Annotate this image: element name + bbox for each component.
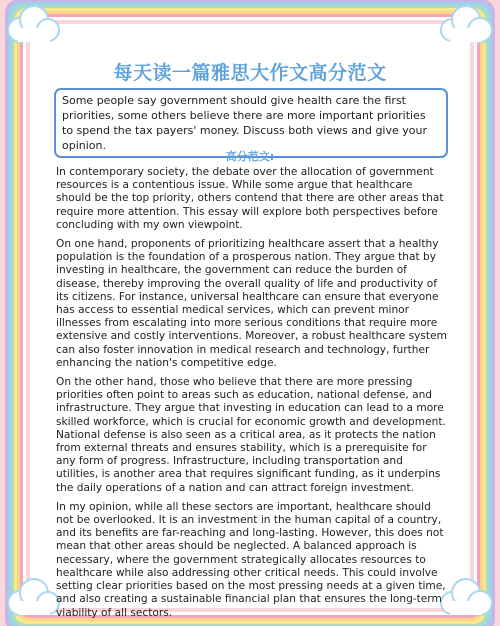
essay-paragraph: On one hand, proponents of prioritizing healthcare assert that a healthy population is the foundation of a prosperous nation. They argue that by investing in healthcare, the government can reduce the burden of disease, thereby improving the overall quality of life and productivity of its citizens. For instance, universal healthcare can ensure that everyone has access to essential medical services, which can prevent minor illnesses from escalating into more serious conditions that require more extensive and costly interventions. Moreover, a robust healthcare system can also foster innovation in medical research and technology, further enhancing the nation's competitive edge. bbox=[56, 238, 447, 369]
essay-body bbox=[56, 166, 448, 626]
essay-paragraph: In my opinion, while all these sectors are important, healthcare should not be overlooked. It is an investment in the human capital of a country, and its benefits are far-reaching and long-lasting. However, this does not mean that other areas should be neglected. A balanced approach is necessary, where the government strategically allocates resources to healthcare while also addressing other critical needs. This could involve setting clear priorities based on the most pressing needs at a given time, and also creating a sustainable financial plan that ensures the long-term viability of all sectors. bbox=[56, 500, 446, 619]
sample-essay-heading: 高分范文: bbox=[225, 150, 275, 163]
essay-paragraph: On the other hand, those who believe that there are more pressing priorities often point to areas such as education, national defense, and infrastructure. They argue that investing in education can lead to a more skilled workforce, which is crucial for economic growth and development. National defense is also seen as a critical area, as it protects the nation from external threats and ensures stability, which is a prerequisite for any form of progress. Infrastructure, including transportation and utilities, is another area that requires significant funding, as it underpins the daily operations of a nation and can attract foreign investment. bbox=[56, 376, 446, 494]
page-title: 每天读一篇雅思大作文高分范文 bbox=[113, 62, 387, 84]
cloud-icon bbox=[434, 2, 498, 48]
cloud-icon bbox=[2, 2, 66, 48]
essay-question-box: Some people say government should give health care the first priorities, some others believe there are more important priorities to spend the tax payers' money. Discuss both views and give your opinion. bbox=[54, 88, 448, 158]
essay-paragraph: In contemporary society, the debate over the allocation of government resources is a contentious issue. While some argue that healthcare should be the top priority, others contend that there are other areas that require more attention. This essay will explore both perspectives before concluding with my own viewpoint. bbox=[56, 166, 444, 231]
